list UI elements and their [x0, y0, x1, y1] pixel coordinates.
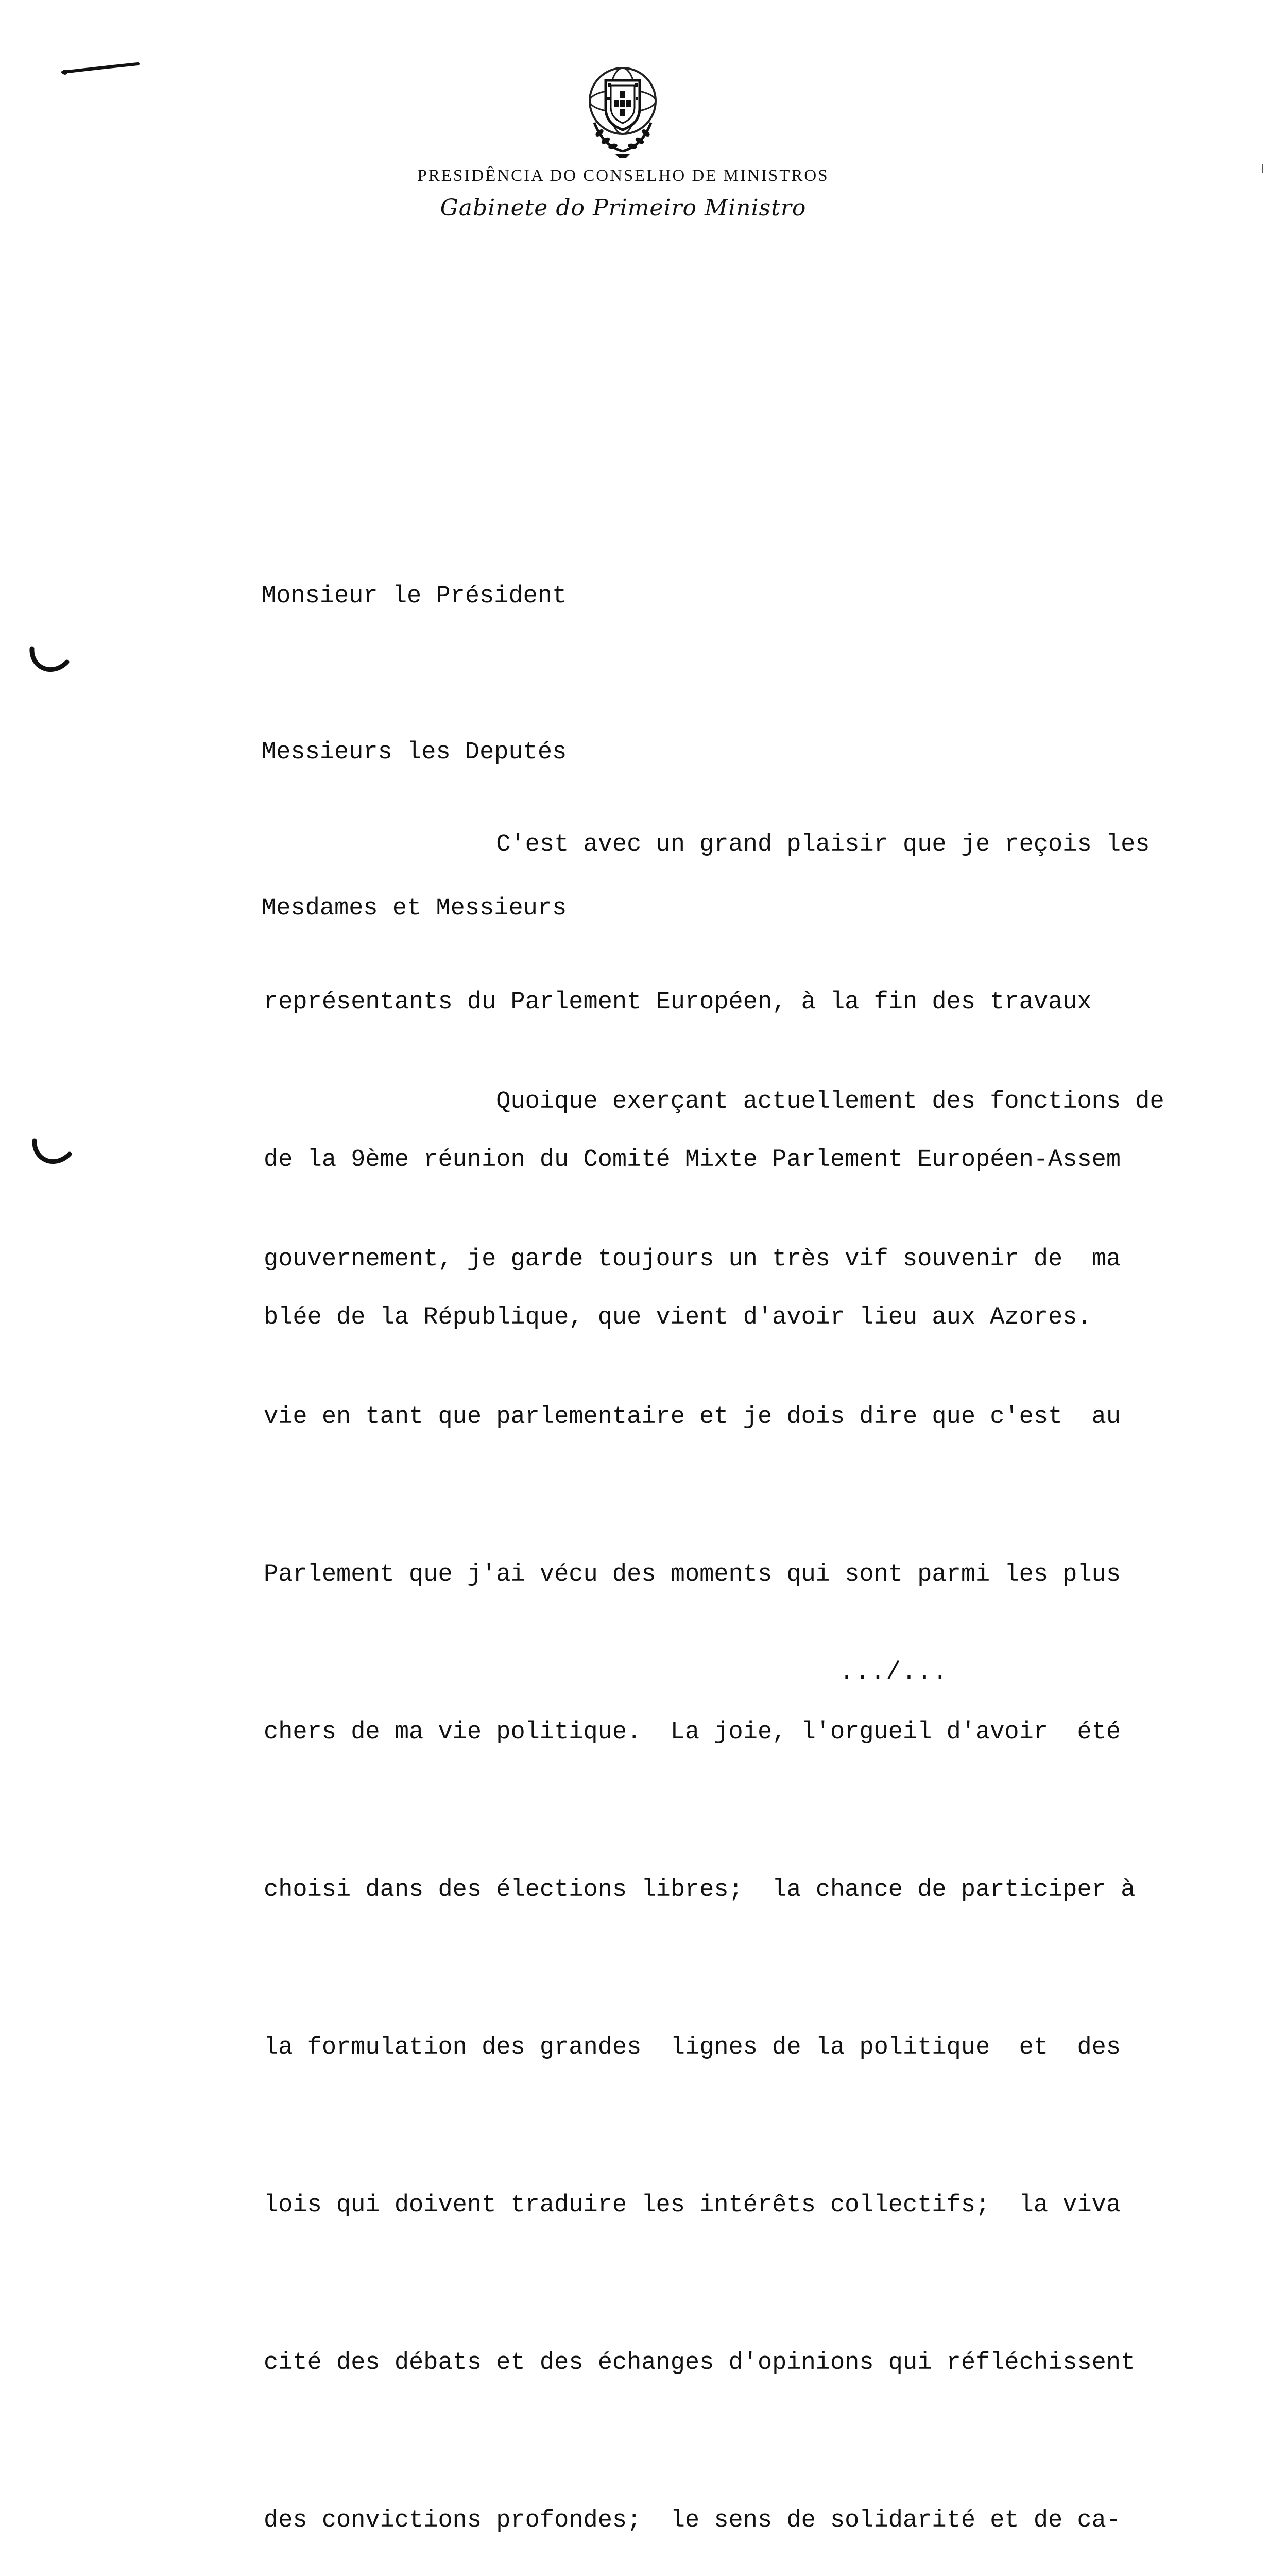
paragraph: [264, 971, 1164, 2576]
text-line: représentants du Parlement Européen, à la fin des travaux: [264, 989, 1092, 1016]
text-line: lois qui doivent traduire les intérêts collectifs; la viva: [264, 2192, 1121, 2219]
text-line: C'est avec un grand plaisir que je reçois les: [264, 831, 1150, 858]
text-line: Parlement que j'ai vécu des moments qui sont parmi les plus: [264, 1561, 1121, 1588]
text-line: vie en tant que parlementaire et je dois dire que c'est au: [264, 1403, 1121, 1431]
salutation-line: Messieurs les Deputés: [262, 739, 567, 766]
letterhead: [319, 61, 927, 236]
salutation-line: Mesdames et Messieurs: [262, 895, 567, 922]
text-line: chers de ma vie politique. La joie, l'orgueil d'avoir été: [264, 1719, 1121, 1746]
page-continuation-marker: .../...: [839, 1659, 949, 1686]
text-line: de la 9ème réunion du Comité Mixte Parlement Européen-Assem: [264, 1146, 1121, 1174]
salutation-line: Monsieur le Président: [262, 583, 567, 610]
institution-name: PRESIDÊNCIA DO CONSELHO DE MINISTROS: [417, 166, 829, 185]
edge-mark: [1262, 164, 1263, 173]
text-line: cité des débats et des échanges d'opinions qui réfléchissent: [264, 2349, 1136, 2377]
text-line: choisi dans des élections libres; la chance de participer à: [264, 1876, 1136, 1904]
text-line: la formulation des grandes lignes de la politique et des: [264, 2034, 1121, 2061]
text-line: gouvernement, je garde toujours un très vif souvenir de ma: [264, 1246, 1121, 1273]
coat-of-arms-seal: [579, 61, 666, 159]
text-line: des convictions profondes; le sens de solidarité et de ca-: [264, 2507, 1121, 2534]
punch-hole-mark: [28, 1133, 75, 1175]
punch-hole-mark: [26, 641, 72, 683]
pen-stroke-mark: [61, 61, 143, 76]
text-line: Quoique exerçant actuellement des fonctions de: [264, 1088, 1164, 1115]
text-line: blée de la République, que vient d'avoir lieu aux Azores.: [264, 1304, 1092, 1331]
office-name: Gabinete do Primeiro Ministro: [440, 195, 807, 221]
